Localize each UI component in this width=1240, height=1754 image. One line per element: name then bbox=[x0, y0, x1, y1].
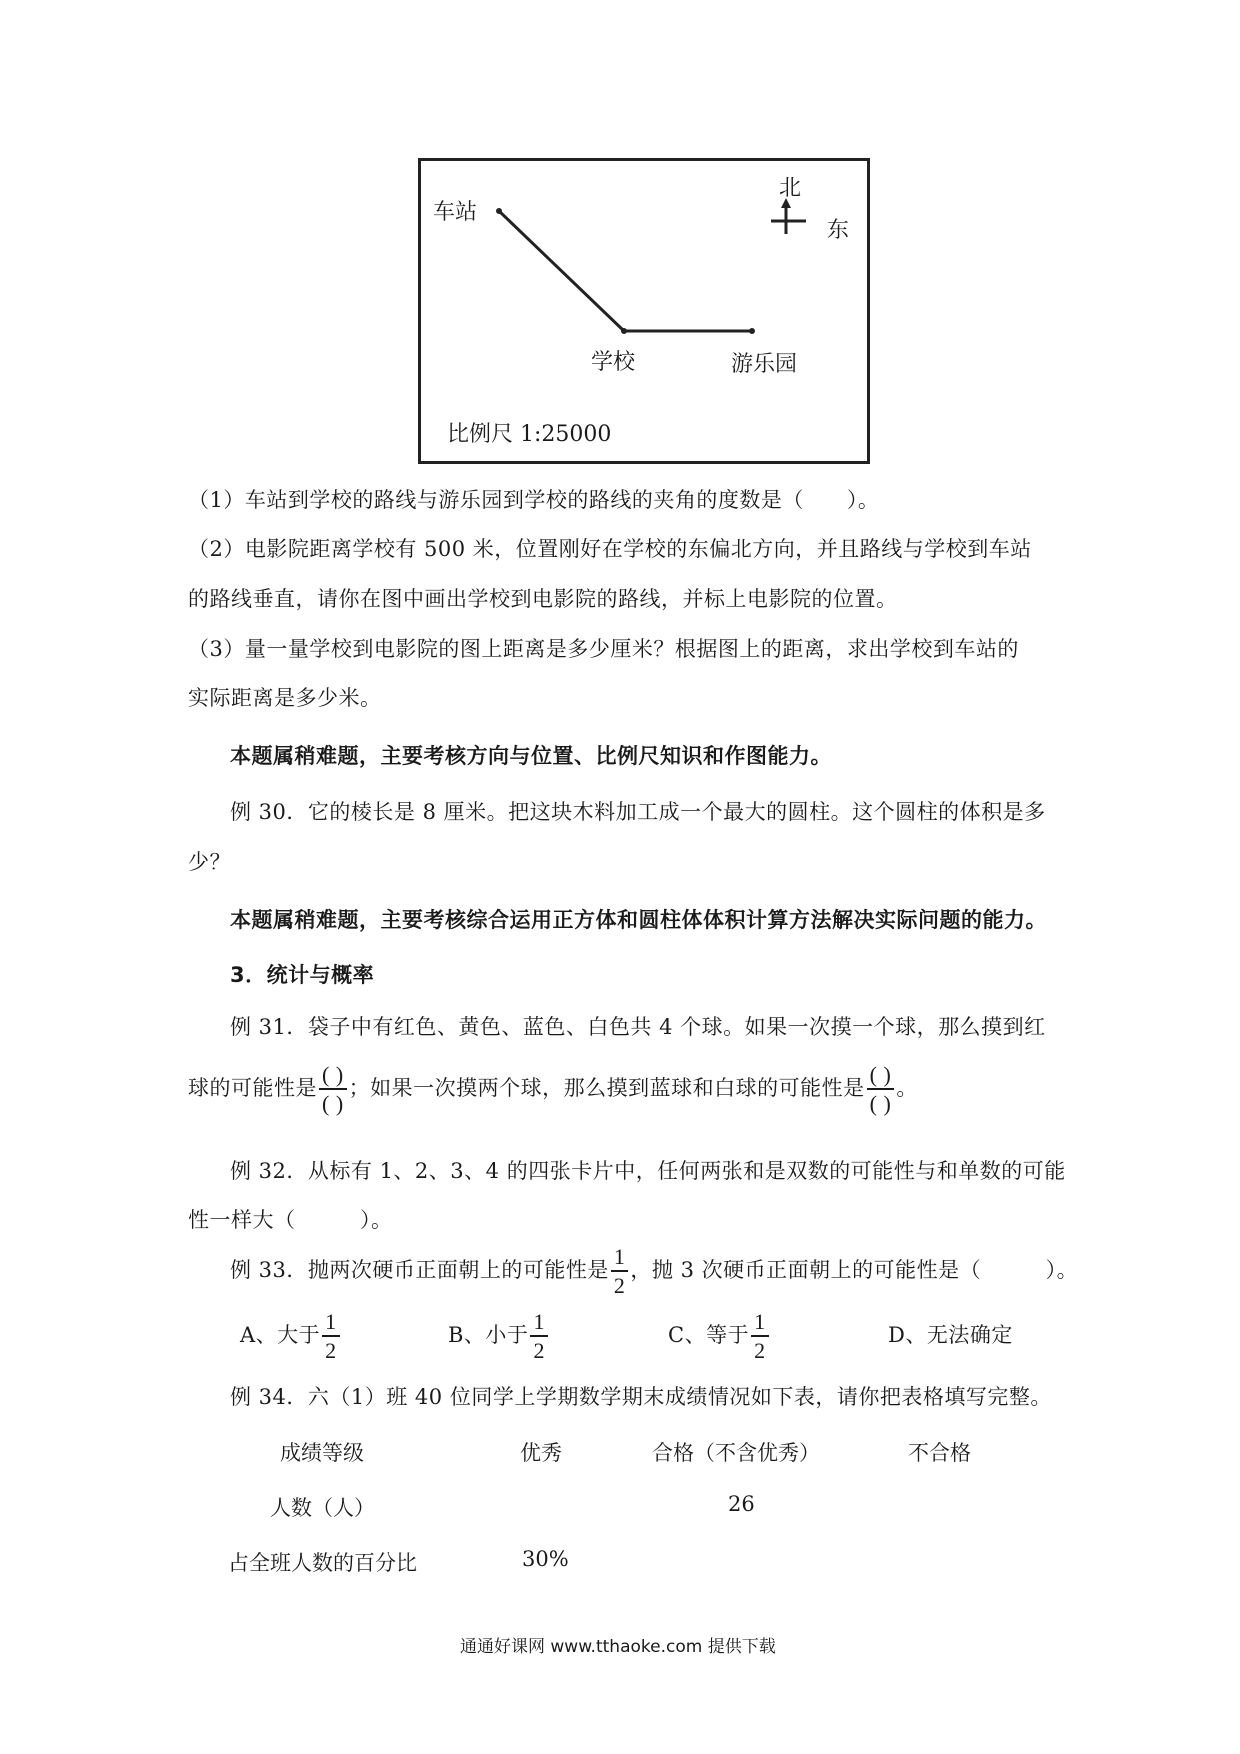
example-32-line-1: 例 32．从标有 1、2、3、4 的四张卡片中，任何两张和是双数的可能性与和单数的可能 bbox=[230, 1159, 1066, 1183]
question-3-line-1: （3）量一量学校到电影院的图上距离是多少厘米？根据图上的距离，求出学校到车站的 bbox=[188, 637, 1019, 661]
page-footer: 通通好课网 www.tthaoke.com 提供下载 bbox=[460, 1637, 776, 1657]
question-2-line-2: 的路线垂直，请你在图中画出学校到电影院的路线，并标上电影院的位置。 bbox=[188, 587, 898, 611]
blank-fraction-1: $\frac{( )}{( )}$ bbox=[319, 1064, 347, 1115]
example-33-line bbox=[230, 1240, 1078, 1300]
option-b: B、小于 $\frac{1}{2}$ bbox=[448, 1305, 550, 1365]
question-3-line-2: 实际距离是多少米。 bbox=[188, 686, 382, 710]
example-31-text-c: 。 bbox=[896, 1076, 918, 1100]
table-cell-excellent-percent: 30% bbox=[522, 1547, 569, 1571]
blank-fraction-2: $\frac{( )}{( )}$ bbox=[867, 1064, 895, 1115]
table-header-excellent: 优秀 bbox=[520, 1441, 562, 1465]
table-row-percent-label: 占全班人数的百分比 bbox=[228, 1551, 417, 1575]
question-2-line-1: （2）电影院距离学校有 500 米，位置刚好在学校的东偏北方向，并且路线与学校到车站 bbox=[188, 537, 1032, 561]
compass-north-label: 北 bbox=[779, 176, 802, 201]
map-label-school: 学校 bbox=[591, 350, 636, 375]
table-header-pass: 合格（不含优秀） bbox=[652, 1441, 820, 1465]
map-label-park: 游乐园 bbox=[731, 352, 798, 377]
table-row-count-label: 人数（人） bbox=[270, 1496, 375, 1520]
note-difficulty-2: 本题属稍难题，主要考核综合运用正方体和圆柱体体积计算方法解决实际问题的能力。 bbox=[230, 908, 1047, 932]
note-difficulty-1: 本题属稍难题，主要考核方向与位置、比例尺知识和作图能力。 bbox=[230, 744, 832, 768]
example-33-text-b: ，抛 3 次硬币正面朝上的可能性是（ ）。 bbox=[630, 1258, 1079, 1282]
map-figure bbox=[418, 158, 870, 464]
section-heading-statistics: 3．统计与概率 bbox=[230, 963, 375, 987]
option-d: D、无法确定 bbox=[888, 1323, 1013, 1347]
table-cell-pass-count: 26 bbox=[728, 1492, 755, 1516]
question-1: （1）车站到学校的路线与游乐园到学校的路线的夹角的度数是（ ）。 bbox=[188, 488, 880, 512]
example-31-text-a: 球的可能性是 bbox=[188, 1076, 317, 1100]
example-31-text-b: ；如果一次摸两个球，那么摸到蓝球和白球的可能性是 bbox=[348, 1076, 865, 1100]
example-30-line-2: 少？ bbox=[188, 850, 231, 874]
table-header-fail: 不合格 bbox=[908, 1441, 971, 1465]
example-31-line-1: 例 31．袋子中有红色、黄色、蓝色、白色共 4 个球。如果一次摸一个球，那么摸到红 bbox=[230, 1015, 1046, 1039]
example-32-line-2: 性一样大（ ）。 bbox=[188, 1208, 393, 1232]
example-33-text-a: 例 33．抛两次硬币正面朝上的可能性是 bbox=[230, 1258, 609, 1282]
fraction-one-half: $\frac{1}{2}$ bbox=[611, 1246, 629, 1297]
option-c: C、等于 $\frac{1}{2}$ bbox=[668, 1305, 771, 1365]
example-30-line-1: 例 30．它的棱长是 8 厘米。把这块木料加工成一个最大的圆柱。这个圆柱的体积是多 bbox=[230, 800, 1046, 824]
map-label-station: 车站 bbox=[433, 200, 478, 225]
compass-east-label: 东 bbox=[827, 218, 850, 243]
option-a: A、大于 $\frac{1}{2}$ bbox=[240, 1305, 342, 1365]
example-31-line-2 bbox=[188, 1058, 918, 1118]
table-header-grade: 成绩等级 bbox=[280, 1441, 364, 1465]
map-scale: 比例尺 1:25000 bbox=[447, 422, 612, 447]
example-34: 例 34．六（1）班 40 位同学上学期数学期末成绩情况如下表，请你把表格填写完整。 bbox=[230, 1385, 1052, 1409]
